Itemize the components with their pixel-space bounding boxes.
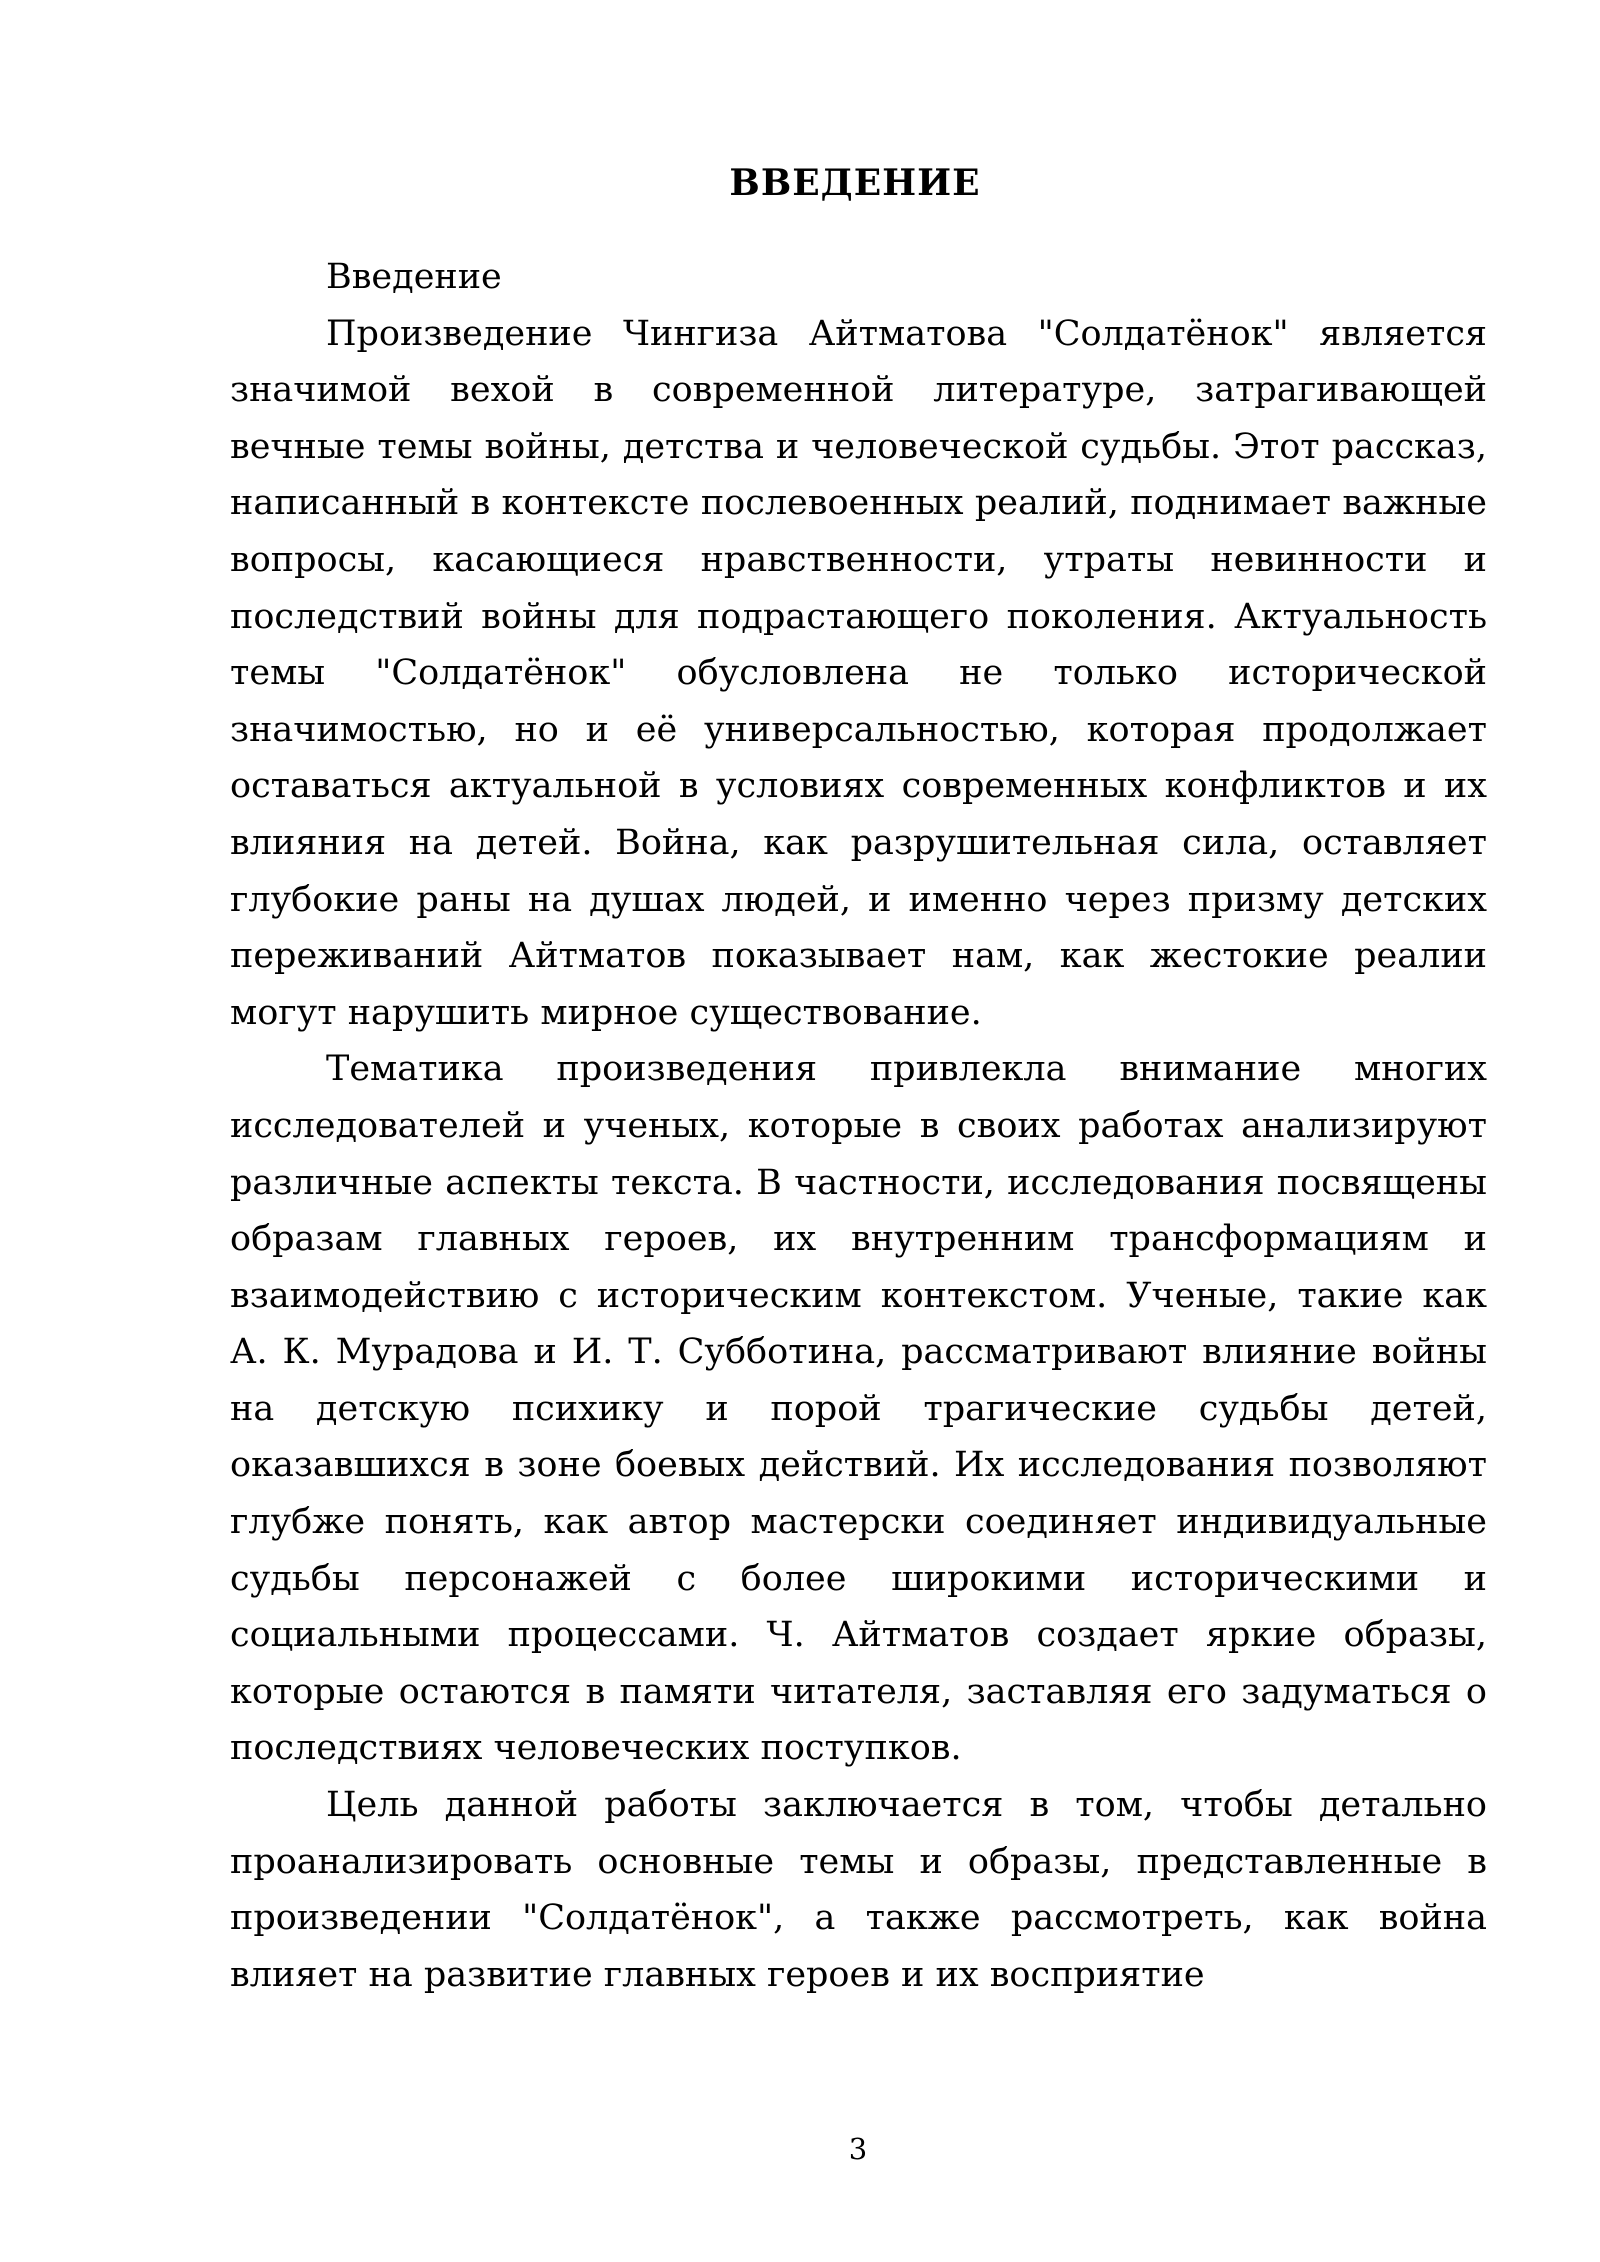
paragraph-3: Цель данной работы заключается в том, чтобы детально проанализировать основные темы и образы, представленные в произведении "Солдатёнок", а также рассмотреть, как война влияет на развитие главных героев и их восприятие	[230, 1785, 1487, 1995]
paragraph-intro-label: Введение	[326, 257, 502, 297]
body-text	[230, 249, 1487, 2003]
paragraph-2: Тематика произведения привлекла внимание многих исследователей и ученых, которые в своих работах анализируют различные аспекты текста. В частности, исследования посвящены образам главных героев, их внутренним трансформациям и взаимодействию с историческим контекстом. Ученые, такие как А. К. Мурадова и И. Т. Субботина, рассматривают влияние войны на детскую психику и порой трагические судьбы детей, оказавшихся в зоне боевых действий. Их исследования позволяют глубже понять, как автор мастерски соединяет индивидуальные судьбы персонажей с более широкими историческими и социальными процессами. Ч. Айтматов создает яркие образы, которые остаются в памяти читателя, заставляя его задуматься о последствиях человеческих поступков.	[230, 1049, 1487, 1769]
page-number: 3	[848, 2132, 868, 2166]
section-heading: ВВЕДЕНИЕ	[729, 162, 981, 204]
paragraph-1: Произведение Чингиза Айтматова "Солдатёнок" является значимой вехой в современной литературе, затрагивающей вечные темы войны, детства и человеческой судьбы. Этот рассказ, написанный в контексте послевоенных реалий, поднимает важные вопросы, касающиеся нравственности, утраты невинности и последствий войны для подрастающего поколения. Актуальность темы "Солдатёнок" обусловлена не только исторической значимостью, но и её универсальностью, которая продолжает оставаться актуальной в условиях современных конфликтов и их влияния на детей. Война, как разрушительная сила, оставляет глубокие раны на душах людей, и именно через призму детских переживаний Айтматов показывает нам, как жестокие реалии могут нарушить мирное существование.	[230, 313, 1487, 1033]
